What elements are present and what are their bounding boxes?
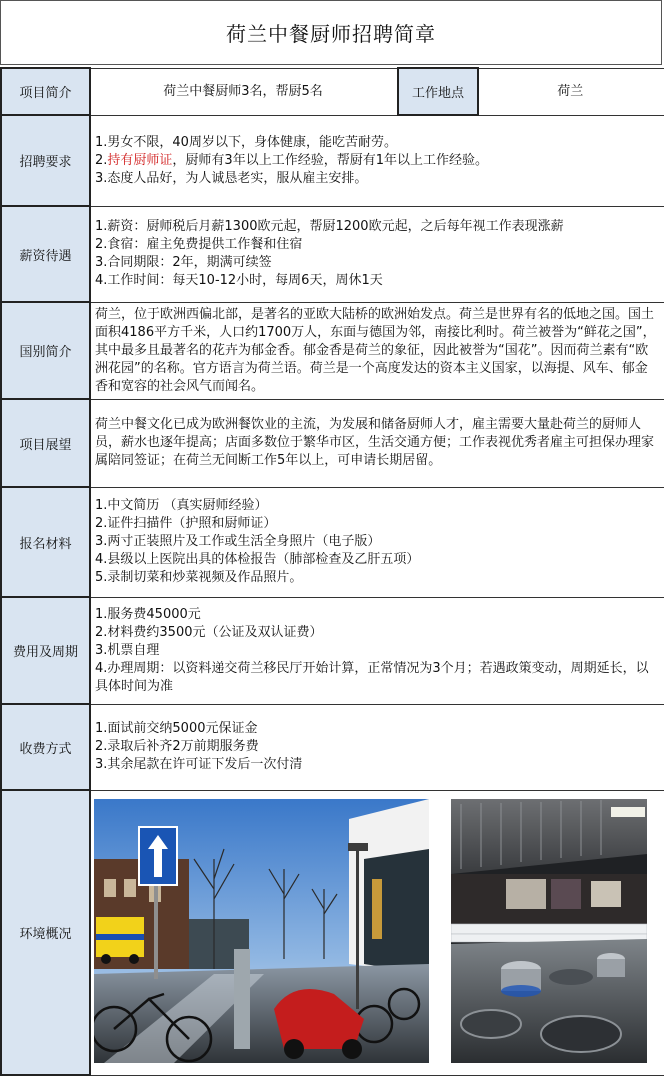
requirement-highlight-prefix: 2. xyxy=(95,152,108,168)
label-country: 国别简介 xyxy=(1,302,90,399)
material-line: 1.中文简历 （真实厨师经验） xyxy=(95,498,268,513)
payment-content xyxy=(90,704,664,790)
label-location: 工作地点 xyxy=(398,68,478,115)
label-requirements: 招聘要求 xyxy=(1,115,90,206)
material-line: 2.证件扫描件（护照和厨师证） xyxy=(95,516,277,531)
project-value: 荷兰中餐厨师3名，帮厨5名 xyxy=(90,68,398,115)
outlook-text: 荷兰中餐文化已成为欧洲餐饮业的主流，为发展和储备厨师人才，雇主需要大量赴荷兰的厨师人员，薪水也逐年提高；店面多数位于繁华市区，生活交通方便；工作表视优秀者雇主可担保办理家属陪同签证；在荷兰无间断工作5年以上，可申请长期居留。 xyxy=(90,399,664,487)
country-text: 荷兰，位于欧洲西偏北部，是著名的亚欧大陆桥的欧洲始发点。荷兰是世界有名的低地之国。国土面积4186平方千米，人口约1700万人，东面与德国为邻，南接比利时。荷兰被誉为“鲜花之国”，其中最多且最著名的花卉为郁金香。郁金香是荷兰的象征，因此被誉为“国花”。因而荷兰素有“欧洲花园”的名称。官方语言为荷兰语。荷兰是一个高度发达的资本主义国家，以海提、风车、郁金香和宽容的社会风气而闻名。 xyxy=(90,302,664,399)
street-photo xyxy=(94,799,429,1063)
salary-line: 4.工作时间：每天10-12小时，每周6天，周休1天 xyxy=(95,273,383,288)
fee-line: 2.材料费约3500元（公证及双认证费） xyxy=(95,624,323,640)
row-payment xyxy=(1,704,664,790)
location-value: 荷兰 xyxy=(478,68,664,115)
label-salary: 薪资待遇 xyxy=(1,206,90,302)
salary-content xyxy=(90,206,664,302)
page-title: 荷兰中餐厨师招聘简章 xyxy=(0,0,662,65)
salary-line: 3.合同期限：2年，期满可续签 xyxy=(95,255,272,270)
payment-line: 2.录取后补齐2万前期服务费 xyxy=(95,739,259,754)
row-requirements xyxy=(1,115,664,206)
label-fees: 费用及周期 xyxy=(1,597,90,704)
salary-line: 2.食宿：雇主免费提供工作餐和住宿 xyxy=(95,237,303,252)
materials-content xyxy=(90,487,664,597)
street-photo-image xyxy=(94,799,429,1063)
label-payment: 收费方式 xyxy=(1,704,90,790)
row-outlook xyxy=(1,399,664,487)
requirements-content xyxy=(90,115,664,206)
requirement-line: 3.态度人品好，为人诚恳老实，服从雇主安排。 xyxy=(95,170,368,186)
material-line: 4.县级以上医院出具的体检报告（肺部检查及乙肝五项） xyxy=(95,552,420,567)
kitchen-photo-image xyxy=(451,799,647,1063)
row-environment xyxy=(1,790,664,1075)
label-materials: 报名材料 xyxy=(1,487,90,597)
row-salary xyxy=(1,206,664,302)
info-table xyxy=(0,67,664,1076)
payment-line: 1.面试前交纳5000元保证金 xyxy=(95,721,258,736)
fees-content xyxy=(90,597,664,704)
row-materials xyxy=(1,487,664,597)
payment-line: 3.其余尾款在许可证下发后一次付清 xyxy=(95,757,303,772)
requirement-highlight: 持有厨师证 xyxy=(107,152,173,168)
label-project: 项目简介 xyxy=(1,68,90,115)
environment-photos xyxy=(90,790,664,1075)
fee-line: 4.办理周期：以资料递交荷兰移民厅开始计算，正常情况为3个月；若遇政策变动，周期延长，以具体时间为准 xyxy=(95,660,649,694)
material-line: 3.两寸正装照片及工作或生活全身照片（电子版） xyxy=(95,534,381,549)
requirement-line-highlighted xyxy=(95,152,658,170)
row-project xyxy=(1,68,664,115)
kitchen-photo xyxy=(451,799,647,1063)
row-country xyxy=(1,302,664,399)
row-fees xyxy=(1,597,664,704)
material-line: 5.录制切菜和炒菜视频及作品照片。 xyxy=(95,570,303,585)
fee-line: 1.服务费45000元 xyxy=(95,606,201,622)
salary-line: 1.薪资：厨师税后月薪1300欧元起，帮厨1200欧元起，之后每年视工作表现涨薪 xyxy=(95,219,564,234)
fee-line: 3.机票自理 xyxy=(95,642,160,658)
requirement-highlight-rest: ，厨师有3年以上工作经验，帮厨有1年以上工作经验。 xyxy=(172,152,488,168)
label-environment: 环境概况 xyxy=(1,790,90,1075)
requirement-line: 1.男女不限，40周岁以下，身体健康，能吃苦耐劳。 xyxy=(95,134,397,150)
label-outlook: 项目展望 xyxy=(1,399,90,487)
